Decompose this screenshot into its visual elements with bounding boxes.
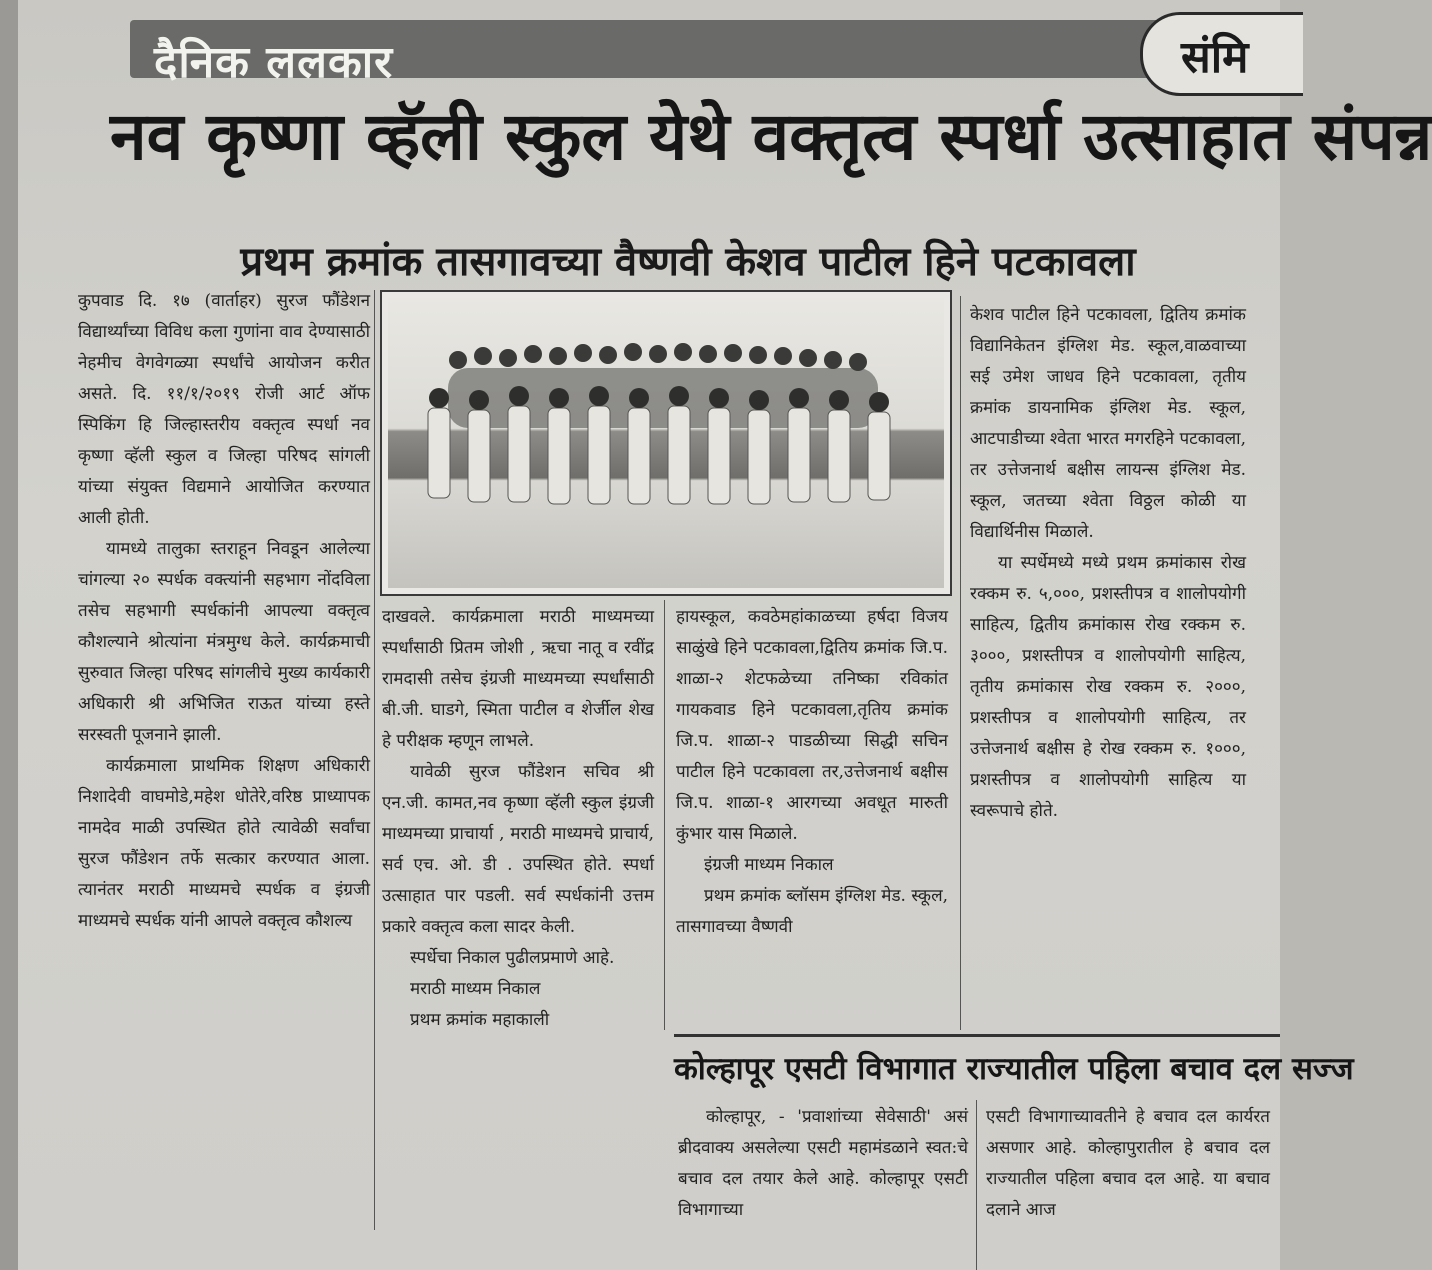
paragraph: कार्यक्रमाला प्राथमिक शिक्षण अधिकारी निशादेवी वाघमोडे,महेश धोतेरे,वरिष्ठ प्राध्यापक नामदेव माळी उपस्थित होते त्यावेळी सर्वांचा सुरज फौंडेशन तर्फे सत्कार करण्यात आला. त्यानंतर मराठी माध्यमचे स्पर्धक व इंग्रजी माध्यमचे स्पर्धक यांनी आपले वक्तृत्व कौशल्य [78, 756, 370, 931]
sub-headline: प्रथम क्रमांक तासगावच्या वैष्णवी केशव पाटील हिने पटकावला [240, 239, 1136, 285]
column-divider [664, 600, 665, 1030]
paragraph: या स्पर्धेमध्ये मध्ये प्रथम क्रमांकास रोख रक्कम रु. ५,०००, प्रशस्तीपत्र व शालोपयोगी साहित्य, द्वितीय क्रमांकास रोख रक्कम रु. ३०००, प्रशस्तीपत्र व शालोपयोगी साहित्य, तृतीय क्रमांकास रोख रक्कम रु. २०००, प्रशस्तीपत्र व शालोपयोगी साहित्य, तर उत्तेजनार्थ बक्षीस हे रोख रक्कम रु. १०००, प्रशस्तीपत्र व शालोपयोगी साहित्य या स्वरूपाचे होते. [970, 553, 1246, 821]
article-column-1 [78, 286, 370, 937]
story2-column-2 [986, 1102, 1270, 1226]
masthead-bar [130, 20, 1230, 88]
group-photo [380, 290, 952, 596]
paragraph: कुपवाड दि. १७ (वार्ताहर) सुरज फौंडेशन विद्यार्थ्यांच्या विविध कला गुणांना वाव देण्यासाठी नेहमीच वेगवेगळ्या स्पर्धांचे आयोजन करीत असते. दि. ११/१/२०१९ रोजी आर्ट ऑफ स्पिकिंग हि जिल्हास्तरीय वक्तृत्व स्पर्धा नव कृष्णा व्हॅली स्कुल व जिल्हा परिषद सांगली यांच्या संयुक्त विद्यमाने आयोजित करण्यात आली होती. [78, 291, 370, 528]
article-column-3 [676, 602, 948, 943]
newspaper-name: दैनिक ललकार [154, 37, 394, 88]
story2-headline: कोल्हापूर एसटी विभागात राज्यातील पहिला बचाव दल सज्ज [674, 1034, 1280, 1094]
paragraph: केशव पाटील हिने पटकावला, द्वितिय क्रमांक विद्यानिकेतन इंग्लिश मेड. स्कूल,वाळवाच्या सई उमेश जाधव हिने पटकावला, तृतीय क्रमांक डायनामिक इंग्लिश मेड. स्कूल, आटपाडीच्या श्वेता भारत मगरहिने पटकावला, तर उत्तेजनार्थ बक्षीस लायन्स इंग्लिश मेड. स्कूल, जतच्या श्वेता विठ्ठल कोळी या विद्यार्थिनीस मिळाले. [970, 305, 1246, 542]
story2-column-1 [678, 1102, 968, 1226]
article-column-4 [970, 300, 1246, 827]
paragraph: मराठी माध्यम निकाल [410, 979, 541, 999]
paragraph: स्पर्धेचा निकाल पुढीलप्रमाणे आहे. [410, 948, 615, 968]
page-left-edge [0, 0, 18, 1270]
paragraph: एसटी विभागाच्यावतीने हे बचाव दल कार्यरत असणार आहे. कोल्हापुरातील हे बचाव दल राज्यातील पहिला बचाव दल आहे. या बचाव दलाने आज [986, 1107, 1270, 1220]
column-divider [374, 290, 375, 1230]
paragraph: हायस्कूल, कवठेमहांकाळच्या हर्षदा विजय साळुंखे हिने पटकावला,द्वितिय क्रमांक जि.प. शाळा-२ शेटफळेच्या तनिष्का रविकांत गायकवाड हिने पटकावला,तृतिय क्रमांक जि.प. शाळा-२ पाडळीच्या सिद्धी सचिन पाटील हिने पटकावला तर,उत्तेजनार्थ बक्षीस जि.प. शाळा-१ आरगच्या अवधूत मारुती कुंभार यास मिळाले. [676, 607, 948, 844]
paragraph: प्रथम क्रमांक ब्लॉसम इंग्लिश मेड. स्कूल, तासगावच्या वैष्णवी [676, 886, 948, 937]
paragraph: कोल्हापूर, - 'प्रवाशांच्या सेवेसाठी' असं ब्रीदवाक्य असलेल्या एसटी महामंडळाने स्वत:चे बचाव दल तयार केले आहे. कोल्हापूर एसटी विभागाच्या [678, 1107, 968, 1220]
paragraph: यावेळी सुरज फौंडेशन सचिव श्री एन.जी. कामत,नव कृष्णा व्हॅली स्कुल इंग्रजी माध्यमच्या प्राचार्या , मराठी माध्यमचे प्राचार्य, सर्व एच. ओ. डी . उपस्थित होते. स्पर्धा उत्साहात पार पडली. सर्व स्पर्धकांनी उत्तम प्रकारे वक्तृत्व कला सादर केली. [382, 762, 654, 937]
paragraph: इंग्रजी माध्यम निकाल [704, 855, 834, 875]
group-photo-image [388, 298, 944, 588]
main-headline: नव कृष्णा व्हॅली स्कुल येथे वक्तृत्व स्पर्धा उत्साहात संपन्न [110, 98, 1432, 175]
paragraph: दाखवले. कार्यक्रमाला मराठी माध्यमच्या स्पर्धांसाठी प्रितम जोशी , ऋचा नातू व रवींद्र रामदासी तसेच इंग्रजी माध्यमच्या स्पर्धांसाठी बी.जी. घाडगे, स्मिता पाटील व शेर्जील शेख हे परीक्षक म्हणून लाभले. [382, 607, 654, 751]
paragraph: यामध्ये तालुका स्तराहून निवडून आलेल्या चांगल्या २० स्पर्धक वक्त्यांनी सहभाग नोंदविला तसेच सहभागी स्पर्धकांनी आपल्या वक्तृत्व कौशल्याने श्रोत्यांना मंत्रमुग्ध केले. कार्यक्रमाची सुरुवात जिल्हा परिषद सांगलीचे मुख्य कार्यकारी अधिकारी श्री अभिजित राऊत यांच्या हस्ते सरस्वती पूजनाने झाली. [78, 539, 370, 745]
newspaper-page [18, 0, 1432, 1270]
masthead-right-text: संमि [1181, 32, 1249, 83]
article-column-2 [382, 602, 654, 1036]
paragraph: प्रथम क्रमांक महाकाली [410, 1010, 550, 1030]
column-divider [976, 1100, 977, 1270]
people-silhouettes-icon [388, 298, 940, 584]
masthead [130, 6, 1280, 90]
masthead-right-tab [1140, 12, 1303, 96]
column-divider [960, 296, 961, 1030]
